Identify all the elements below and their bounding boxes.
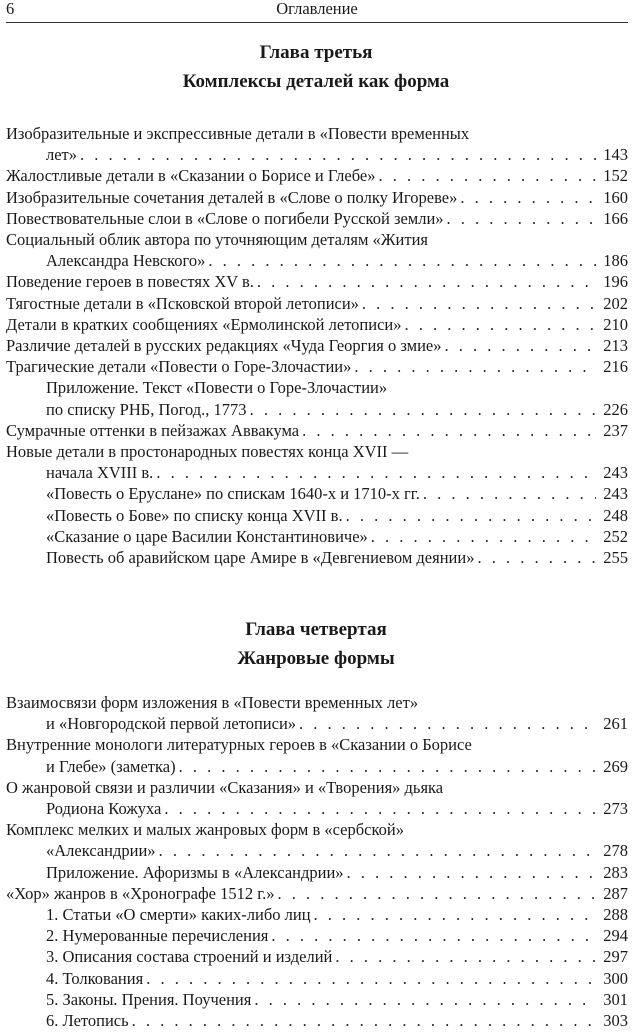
toc-entry-title: «Сказание о царе Василии Константиновиче» bbox=[46, 526, 368, 546]
toc-entry-title: Различие деталей в русских редакциях «Чуда Георгия о змие» bbox=[6, 336, 442, 356]
toc-entry bbox=[6, 862, 628, 883]
toc-page-number: 186 bbox=[603, 251, 628, 271]
dot-leader bbox=[278, 883, 596, 904]
toc-page-number: 269 bbox=[603, 756, 628, 776]
dot-leader bbox=[423, 483, 596, 504]
toc-entry-title: Повесть об аравийском царе Амире в «Девгениевом деянии» bbox=[46, 548, 475, 568]
toc-entry-title: Сумрачные оттенки в пейзажах Аввакума bbox=[6, 420, 300, 440]
chapter-3-title: Комплексы деталей как форма bbox=[182, 71, 450, 92]
toc-page-number: 288 bbox=[603, 905, 628, 925]
toc-entry-title: «Хор» жанров в «Хронографе 1512 г.» bbox=[6, 883, 275, 903]
dot-leader bbox=[447, 208, 596, 229]
toc-entry bbox=[6, 1010, 628, 1031]
toc-entry bbox=[6, 229, 628, 271]
toc-entry bbox=[6, 165, 628, 186]
toc-entry-title-line: Приложение. Текст «Повести о Горе-Злочастии» bbox=[46, 378, 388, 398]
chapter-3-toc bbox=[6, 123, 628, 568]
toc-entry-title-line: Комплекс мелких и малых жанровых форм в «сербской» bbox=[6, 820, 404, 840]
toc-entry-title-line: Взаимосвязи форм изложения в «Повести временных лет» bbox=[6, 693, 419, 712]
toc-entry bbox=[6, 547, 628, 568]
toc-entry-title: 4. Толкования bbox=[46, 968, 144, 988]
chapter-4-number: Глава четвертая bbox=[245, 619, 387, 640]
chapter-3-heading bbox=[0, 38, 632, 96]
dot-leader bbox=[354, 356, 596, 377]
dot-leader bbox=[208, 250, 596, 271]
dot-leader bbox=[460, 187, 596, 208]
toc-entry bbox=[6, 271, 628, 292]
toc-entry-title: Тягостные детали в «Псковской второй летописи» bbox=[6, 293, 359, 313]
toc-entry-title: 5. Законы. Прения. Поучения bbox=[46, 989, 252, 1009]
toc-entry bbox=[6, 925, 628, 946]
toc-entry-title: лет» bbox=[46, 145, 78, 165]
dot-leader bbox=[164, 798, 596, 819]
chapter-4-heading bbox=[0, 615, 632, 673]
toc-page-number: 216 bbox=[603, 357, 628, 377]
toc-entry-title: Детали в кратких сообщениях «Ермолинской летописи» bbox=[6, 314, 402, 334]
toc-page-number: 261 bbox=[603, 714, 628, 734]
toc-entry-title: 3. Описания состава строений и изделий bbox=[46, 947, 333, 967]
toc-page-number: 278 bbox=[603, 841, 628, 861]
chapter-4-toc bbox=[6, 692, 628, 1031]
toc-entry bbox=[6, 777, 628, 819]
toc-entry-title-line: Новые детали в простонародных повестях конца XVII — bbox=[6, 442, 409, 462]
dot-leader bbox=[346, 505, 596, 526]
toc-page-number: 166 bbox=[603, 208, 628, 228]
dot-leader bbox=[347, 862, 596, 883]
toc-page-number: 202 bbox=[603, 293, 628, 313]
dot-leader bbox=[250, 399, 596, 420]
dot-leader bbox=[179, 756, 596, 777]
toc-entry bbox=[6, 819, 628, 861]
dot-leader bbox=[302, 420, 596, 441]
toc-page-number: 252 bbox=[603, 526, 628, 546]
dot-leader bbox=[156, 462, 596, 483]
toc-page-number: 152 bbox=[603, 166, 628, 186]
toc-page-number: 243 bbox=[603, 484, 628, 504]
dot-leader bbox=[299, 713, 596, 734]
dot-leader bbox=[335, 946, 596, 967]
toc-entry-title: Жалостливые детали в «Сказании о Борисе и Глебе» bbox=[6, 166, 376, 186]
toc-entry-title-line: О жанровой связи и различии «Сказания» и «Творения» дьяка bbox=[6, 777, 444, 797]
dot-leader bbox=[362, 293, 596, 314]
dot-leader bbox=[371, 526, 596, 547]
toc-entry-title-line: Социальный облик автора по уточняющим деталям «Жития bbox=[6, 230, 428, 250]
toc-page-number: 210 bbox=[603, 314, 628, 334]
toc-page-number: 283 bbox=[603, 862, 628, 882]
toc-page-number: 287 bbox=[603, 883, 628, 903]
toc-page-number: 243 bbox=[603, 463, 628, 483]
toc-entry-title: 2. Нумерованные перечисления bbox=[46, 926, 269, 946]
toc-entry bbox=[6, 187, 628, 208]
toc-entry-title-line: Изобразительные и экспрессивные детали в «Повести временных bbox=[6, 124, 470, 143]
toc-entry bbox=[6, 883, 628, 904]
toc-entry bbox=[6, 293, 628, 314]
toc-entry-title: Родиона Кожуха bbox=[46, 799, 162, 819]
dot-leader bbox=[132, 1010, 596, 1031]
toc-page-number: 300 bbox=[603, 968, 628, 988]
toc-page-number: 143 bbox=[603, 145, 628, 165]
toc-entry bbox=[6, 483, 628, 504]
toc-entry bbox=[6, 377, 628, 419]
dot-leader bbox=[405, 314, 596, 335]
toc-entry bbox=[6, 441, 628, 483]
dot-leader bbox=[445, 335, 596, 356]
dot-leader bbox=[159, 840, 596, 861]
toc-page-number: 213 bbox=[603, 336, 628, 356]
toc-entry-title: 6. Летопись bbox=[46, 1011, 129, 1031]
toc-page-number: 196 bbox=[603, 272, 628, 292]
toc-entry-title: «Повесть о Еруслане» по спискам 1640-х и 1710-х гг. bbox=[46, 484, 420, 504]
toc-entry-title: и Глебе» (заметка) bbox=[46, 756, 176, 776]
toc-entry-title: Поведение героев в повестях XV в. bbox=[6, 272, 254, 292]
toc-entry bbox=[6, 123, 628, 165]
dot-leader bbox=[477, 547, 596, 568]
dot-leader bbox=[257, 271, 596, 292]
toc-entry bbox=[6, 904, 628, 925]
toc-entry-title: Повествовательные слои в «Слове о погибели Русской земли» bbox=[6, 208, 444, 228]
toc-entry-title: Трагические детали «Повести о Горе-Злочастии» bbox=[6, 357, 352, 377]
toc-entry-title-line: Внутренние монологи литературных героев в «Сказании о Борисе bbox=[6, 735, 472, 755]
toc-page-number: 248 bbox=[603, 505, 628, 525]
toc-page-number: 160 bbox=[603, 187, 628, 207]
dot-leader bbox=[314, 904, 596, 925]
toc-entry-title: Александра Невского» bbox=[46, 251, 206, 271]
toc-entry bbox=[6, 526, 628, 547]
toc-entry bbox=[6, 208, 628, 229]
toc-entry bbox=[6, 692, 628, 734]
toc-entry bbox=[6, 505, 628, 526]
toc-page-number: 301 bbox=[603, 989, 628, 1009]
toc-entry bbox=[6, 335, 628, 356]
section-title: Оглавление bbox=[276, 0, 358, 18]
toc-entry-title: «Александрии» bbox=[46, 841, 156, 861]
toc-page-number: 303 bbox=[603, 1011, 628, 1031]
toc-page-number: 226 bbox=[603, 399, 628, 419]
toc-entry-title: начала XVIII в. bbox=[46, 463, 154, 483]
toc-page-number: 297 bbox=[603, 947, 628, 967]
toc-entry-title: Изобразительные сочетания деталей в «Слове о полку Игореве» bbox=[6, 187, 458, 207]
toc-entry bbox=[6, 734, 628, 776]
dot-leader bbox=[146, 968, 596, 989]
toc-entry bbox=[6, 989, 628, 1010]
toc-entry bbox=[6, 420, 628, 441]
toc-entry-title: Приложение. Афоризмы в «Александрии» bbox=[46, 862, 344, 882]
chapter-3-number: Глава третья bbox=[259, 42, 373, 63]
toc-entry bbox=[6, 946, 628, 967]
dot-leader bbox=[80, 144, 596, 165]
chapter-4-title: Жанровые формы bbox=[237, 648, 395, 669]
running-head bbox=[6, 0, 628, 23]
toc-entry-title: 1. Статьи «О смерти» каких-либо лиц bbox=[46, 905, 311, 925]
toc-page-number: 255 bbox=[603, 548, 628, 568]
page-number: 6 bbox=[6, 0, 15, 18]
dot-leader bbox=[271, 925, 596, 946]
toc-entry bbox=[6, 314, 628, 335]
toc-entry-title: и «Новгородской первой летописи» bbox=[46, 714, 297, 734]
toc-entry bbox=[6, 968, 628, 989]
toc-page-number: 294 bbox=[603, 926, 628, 946]
dot-leader bbox=[254, 989, 596, 1010]
dot-leader bbox=[378, 165, 596, 186]
toc-entry bbox=[6, 356, 628, 377]
toc-entry-title: «Повесть о Бове» по списку конца XVII в. bbox=[46, 505, 343, 525]
toc-page-number: 273 bbox=[603, 799, 628, 819]
toc-page-number: 237 bbox=[603, 420, 628, 440]
toc-entry-title: по списку РНБ, Погод., 1773 bbox=[46, 399, 247, 419]
